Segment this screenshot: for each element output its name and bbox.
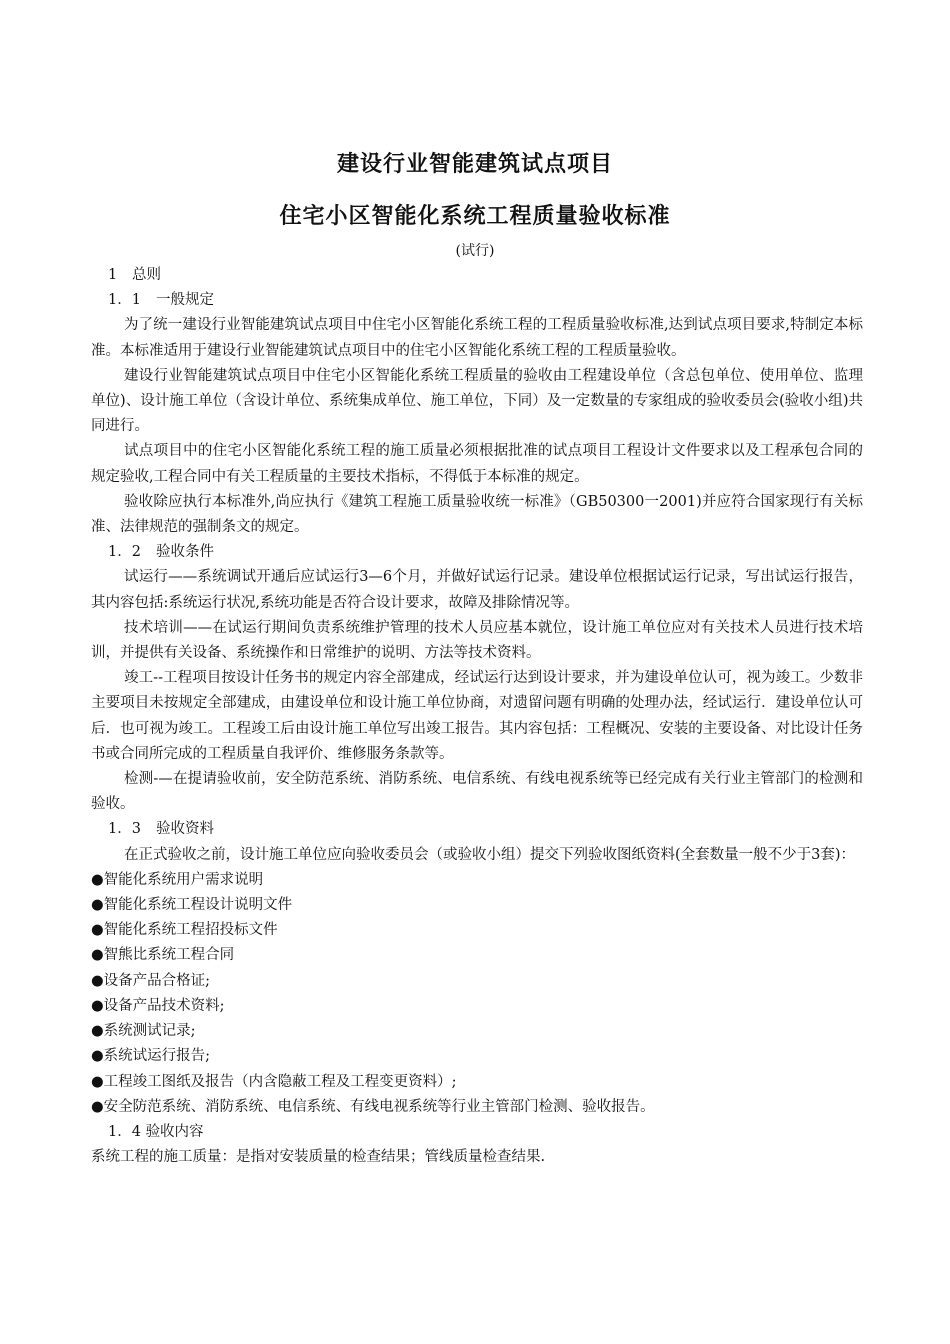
document-title-line2: 住宅小区智能化系统工程质量验收标准 — [279, 204, 671, 229]
section-title: 验收条件 — [156, 544, 214, 561]
paragraph: 检测-—在提请验收前，安全防范系统、消防系统、电信系统、有线电视系统等已经完成有关行业主管部门的检测和验收。 — [91, 771, 863, 813]
bullet-item: ●系统测试记录; — [91, 1023, 196, 1040]
paragraph: 试运行——系统调试开通后应试运行3—6个月，并做好试运行记录。建设单位根据试运行记录，写出试运行报告，其内容包括:系统运行状况,系统功能是否符合设计要求，故障及排除情况等。 — [91, 569, 863, 611]
bullet-item: ●智能化系统工程设计说明文件 — [91, 897, 293, 914]
section-title: 验收资料 — [156, 821, 214, 838]
bullet-item: ●工程竣工图纸及报告（内含隐蔽工程及工程变更资料）; — [91, 1073, 457, 1090]
section-heading-acceptance-conditions — [91, 540, 863, 565]
section-number: 1．3 — [108, 821, 141, 838]
bullet-item: ●设备产品合格证; — [91, 972, 211, 989]
bullet-item: ●智能化系统工程招投标文件 — [91, 922, 278, 939]
document-title-line1: 建设行业智能建筑试点项目 — [336, 152, 613, 177]
paragraph: 验收除应执行本标准外,尚应执行《建筑工程施工质量验收统一标准》（GB50300一2001)并应符合国家现行有关标准、法律规范的强制条文的规定。 — [91, 493, 863, 536]
bullet-item: ●设备产品技术资料; — [91, 997, 225, 1014]
section-heading-general — [91, 263, 863, 288]
paragraph: 为了统一建设行业智能建筑试点项目中住宅小区智能化系统工程的工程质量验收标准,达到试点项目要求,特制定本标准。本标准适用于建设行业智能建筑试点项目中的住宅小区智能化系统工程的工程质量验收。 — [91, 317, 863, 359]
paragraph: 试点项目中的住宅小区智能化系统工程的施工质量必须根据批准的试点项目工程设计文件要求以及工程承包合同的规定验收,工程合同中有关工程质量的主要技术指标，不得低于本标准的规定。 — [91, 443, 863, 485]
paragraph: 建设行业智能建筑试点项目中住宅小区智能化系统工程质量的验收由工程建设单位（含总包单位、使用单位、监理单位)、设计施工单位（含设计单位、系统集成单位、施工单位，下同）及一定数量的专家组成的验收委员会(验收小组)共同进行。 — [91, 367, 863, 435]
bullet-item: ●安全防范系统、消防系统、电信系统、有线电视系统等行业主管部门检测、验收报告。 — [91, 1098, 655, 1115]
paragraph: 竣工--工程项目按设计任务书的规定内容全部建成，经试运行达到设计要求，并为建设单位认可，视为竣工。少数非主要项目未按规定全部建成，由建设单位和设计施工单位协商，对遗留问题有明确的处理办法，经试运行．建设单位认可后．也可视为竣工。工程竣工后由设计施工单位写出竣工报告。其内容包括：工程概况、安装的主要设备、对比设计任务书或合同所完成的工程质量自我评价、维修服务条款等。 — [91, 670, 863, 762]
document-body — [91, 263, 863, 1170]
section-title: 验收内容 — [145, 1123, 204, 1140]
document-subtitle: (试行) — [455, 243, 495, 259]
section-number: 1 — [108, 267, 118, 283]
paragraph: 在正式验收之前，设计施工单位应向验收委员会（或验收小组）提交下列验收图纸资料(全套数量一般不少于3套)： — [124, 846, 856, 863]
section-number: 1．1 — [108, 292, 141, 309]
bullet-item: ●系统试运行报告; — [91, 1048, 211, 1065]
paragraph: 技术培训——在试运行期间负责系统维护管理的技术人员应基本就位，设计施工单位应对有关技术人员进行技术培训，并提供有关设备、系统操作和日常维护的说明、方法等技术资料。 — [91, 619, 863, 662]
section-number: 1．4 — [108, 1123, 141, 1140]
section-heading-acceptance-documents — [91, 817, 863, 842]
paragraph: 系统工程的施工质量：是指对安装质量的检查结果；管线质量检查结果. — [91, 1149, 546, 1166]
section-heading-general-rules — [91, 288, 863, 313]
section-heading-acceptance-content — [91, 1120, 863, 1145]
section-title: 一般规定 — [156, 292, 214, 309]
section-number: 1．2 — [108, 544, 141, 561]
bullet-item: ●智熊比系统工程合同 — [91, 947, 235, 964]
bullet-item: ●智能化系统用户需求说明 — [91, 871, 264, 888]
section-title: 总则 — [132, 267, 161, 283]
